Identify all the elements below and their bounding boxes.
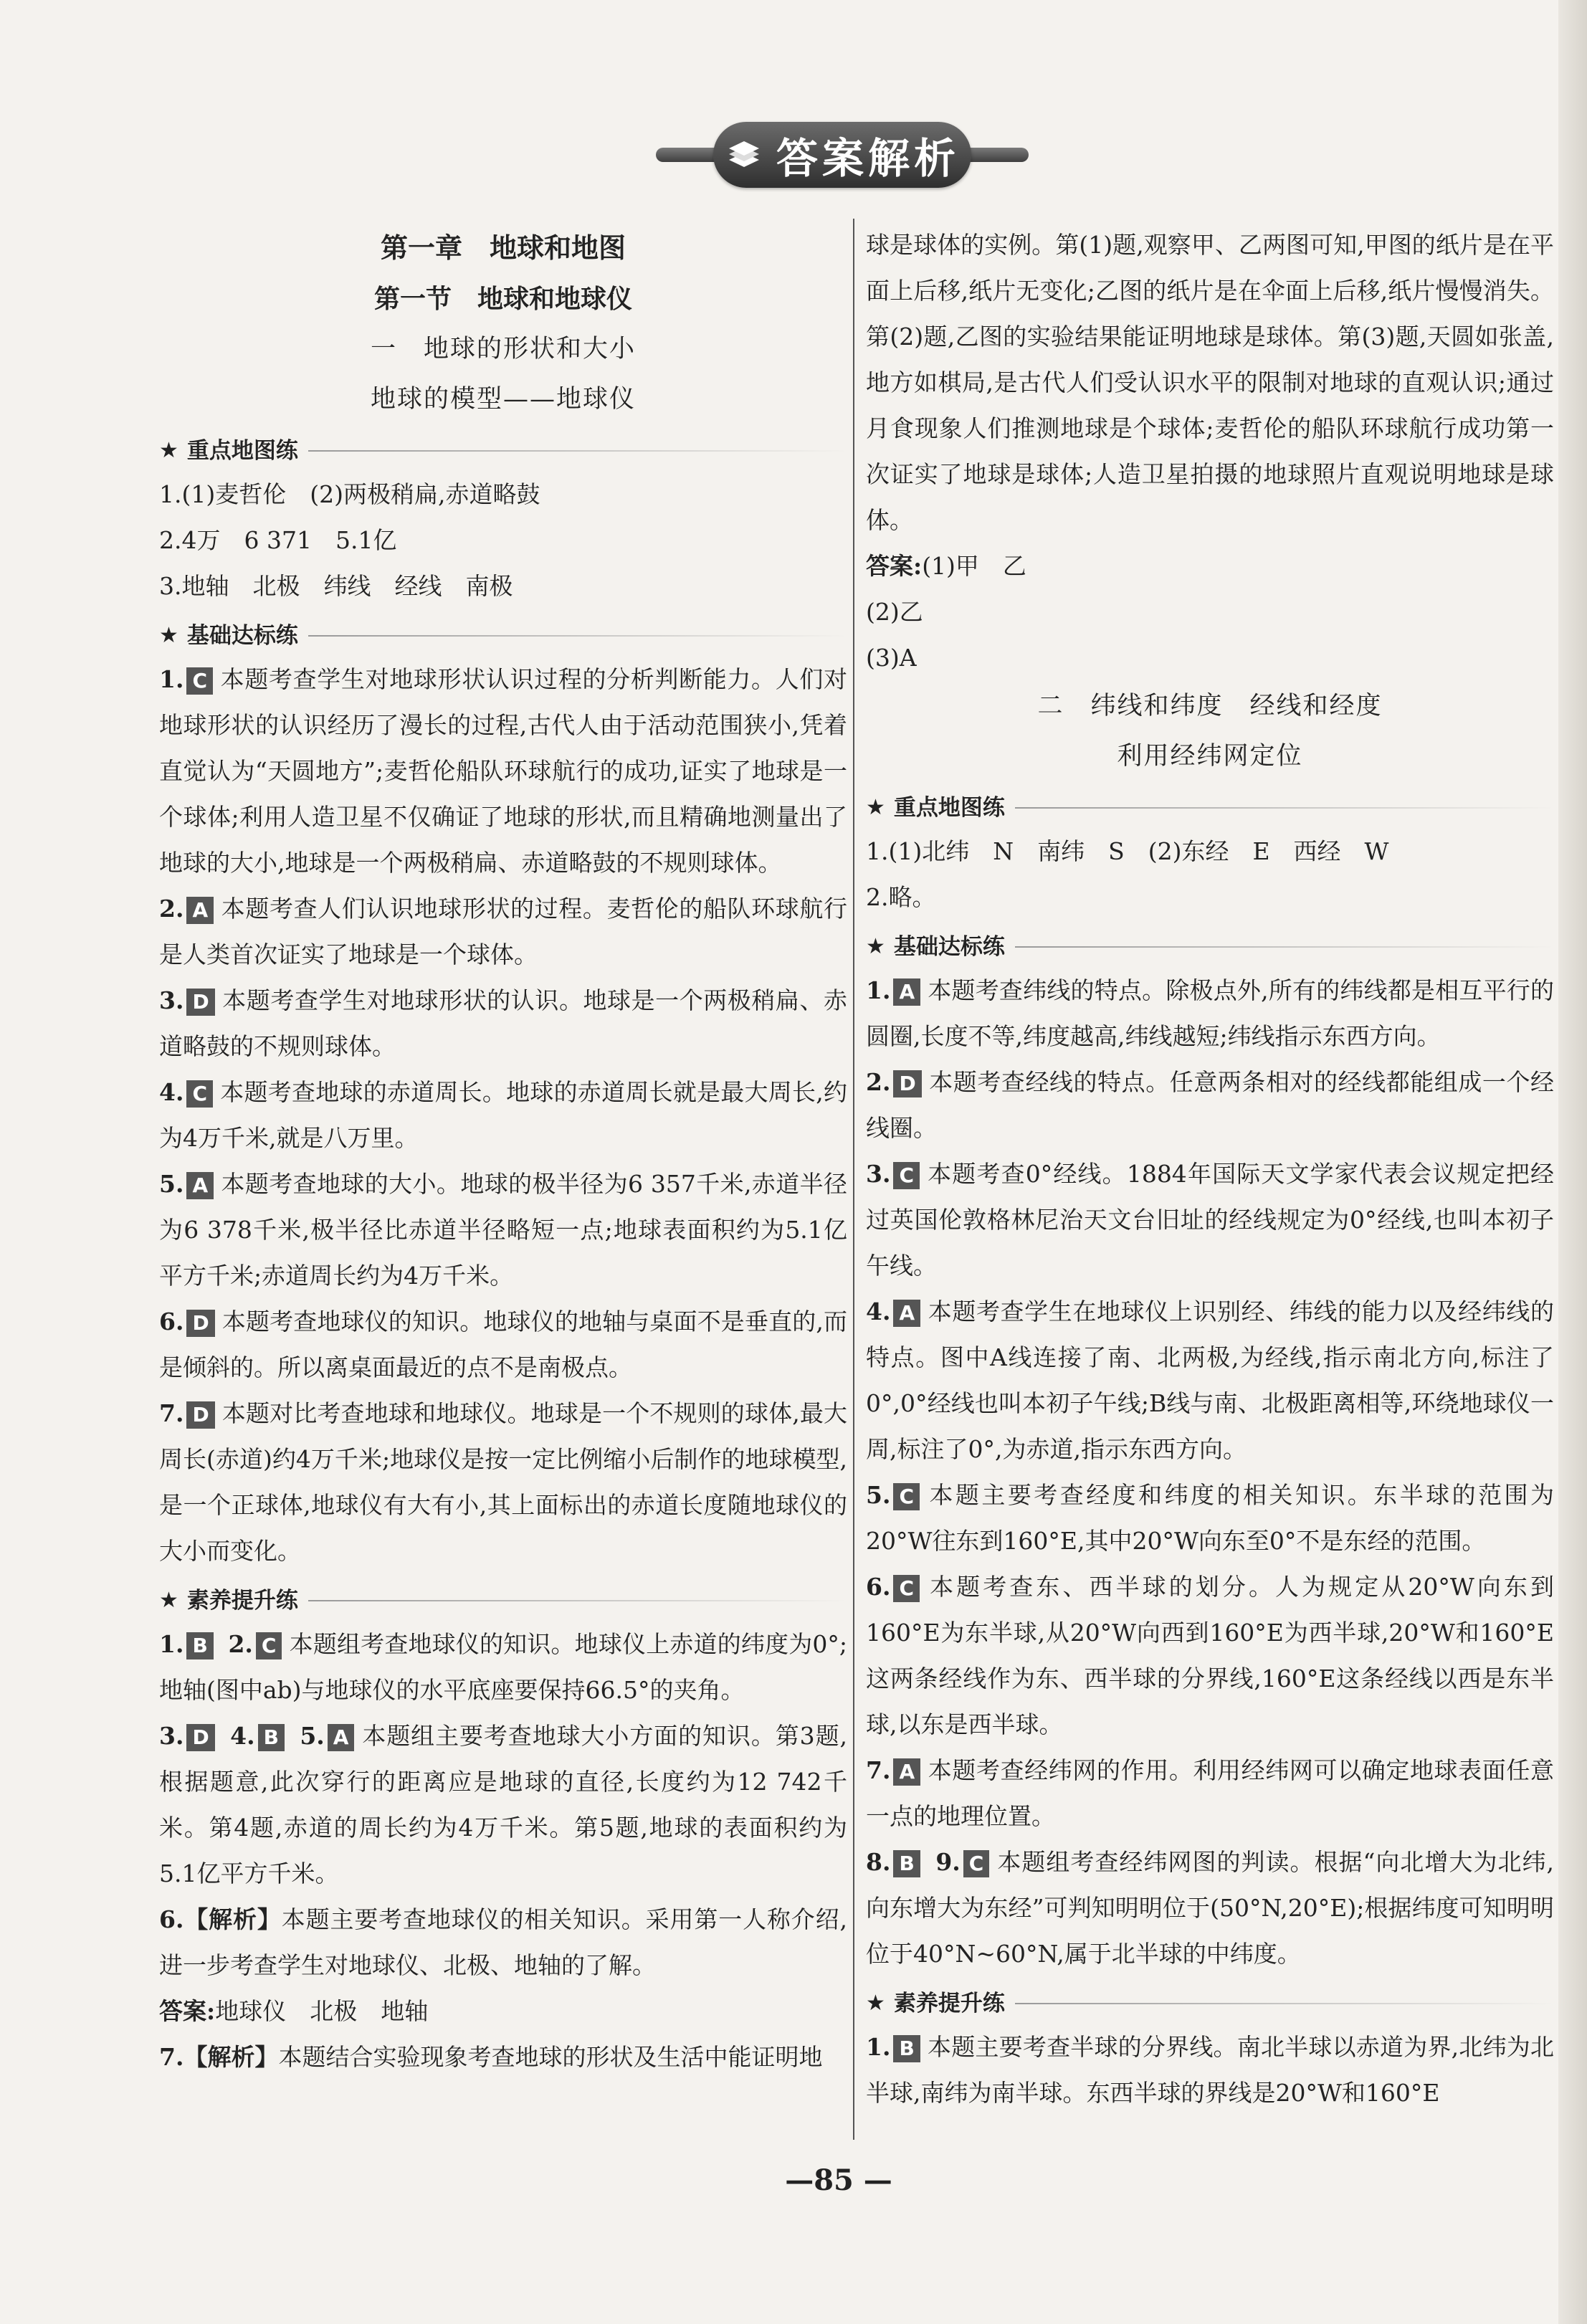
star-icon: ★	[866, 934, 885, 959]
question-7-continued: 球是球体的实例。第(1)题,观察甲、乙两图可知,甲图的纸片是在平面上后移,纸片无变化;乙图的纸片是在伞面上后移,纸片慢慢消失。第(2)题,乙图的实验结果能证明地球是球体。第(3)题,天圆如张盖,地方如棋局,是古代人们受认识水平的限制对地球的直观认识;通过月食现象人们推测地球是个球体;麦哲伦的船队环球航行成功第一次证实了地球是球体;人造卫星拍摄的地球照片直观说明地球是球体。	[866, 231, 1554, 534]
heading-basic: ★ 基础达标练	[866, 926, 1554, 968]
heading-advanced: ★ 素养提升练	[159, 1580, 847, 1621]
question-1: 1. A 本题考查纬线的特点。除极点外,所有的纬线都是相互平行的圆圈,长度不等,纬度越高,纬线越短;纬线指示东西方向。	[866, 976, 1554, 1050]
heading-key-map: ★ 重点地图练	[159, 430, 847, 472]
question-1: 1. B 本题主要考查半球的分界线。南北半球以赤道为界,北纬为北半球,南纬为南半球。东西半球的界线是20°W和160°E	[866, 2033, 1554, 2107]
star-icon: ★	[159, 1588, 178, 1613]
answer-block: 答案:(1)甲 乙	[866, 552, 1026, 580]
question-4: 4. C 本题考查地球的赤道周长。地球的赤道周长就是最大周长,约为4万千米,就是八万里。	[159, 1078, 847, 1152]
question-7-analysis: 7.【解析】本题结合实验现象考查地球的形状及生活中能证明地	[159, 2043, 823, 2071]
heading-key-map: ★ 重点地图练	[866, 787, 1554, 829]
section-title: 第一节 地球和地球仪	[373, 284, 632, 314]
star-icon: ★	[866, 1991, 885, 2016]
answer-line: 3.地轴 北极 纬线 经线 南极	[159, 572, 513, 600]
question-6: 6. C 本题考查东、西半球的划分。人为规定从20°W向东到160°E为东半球,从20°W向西到160°E为西半球,20°W和160°E这两条经线作为东、西半球的分界线,160°E这条经线以西是东半球,以东是西半球。	[866, 1573, 1554, 1738]
star-icon: ★	[159, 623, 178, 648]
left-column	[159, 222, 847, 2080]
question-2: 2. A 本题考查人们认识地球形状的过程。麦哲伦的船队环球航行是人类首次证实了地球是一个球体。	[159, 895, 847, 968]
subsection-title: 一 地球的形状和大小	[370, 335, 636, 363]
answer-line: 1.(1)麦哲伦 (2)两极稍扁,赤道略鼓	[159, 480, 540, 508]
heading-advanced: ★ 素养提升练	[866, 1983, 1554, 2024]
question-5: 5. C 本题主要考查经度和纬度的相关知识。东半球的范围为20°W往东到160°E,其中20°W向东至0°不是东经的范围。	[866, 1481, 1554, 1555]
question-6: 6. D 本题考查地球仪的知识。地球仪的地轴与桌面不是垂直的,而是倾斜的。所以离桌面最近的点不是南极点。	[159, 1308, 847, 1381]
question-4: 4. A 本题考查学生在地球仪上识别经、纬线的能力以及经纬线的特点。图中A线连接了南、北两极,为经线,指示南北方向,标注了0°,0°经线也叫本初子午线;B线与南、北极距离相等,环绕地球仪一周,标注了0°,为赤道,指示东西方向。	[866, 1297, 1554, 1463]
right-column	[866, 222, 1554, 2116]
question-3: 3. C 本题考查0°经线。1884年国际天文学家代表会议规定把经过英国伦敦格林尼治天文台旧址的经线规定为0°经线,也叫本初子午线。	[866, 1160, 1554, 1280]
subsection-subtitle: 地球的模型——地球仪	[370, 385, 636, 414]
column-divider	[853, 219, 854, 2140]
answer-line: 1.(1)北纬 N 南纬 S (2)东经 E 西经 W	[866, 837, 1389, 865]
question-8-9: 8. B 9. C 本题组考查经纬网图的判读。根据“向北增大为北纬,向东增大为东经”可判知明明位于(50°N,20°E);根据纬度可知明明位于40°N~60°N,属于北半球的中纬度。	[866, 1848, 1554, 1968]
question-7: 7. A 本题考查经纬网的作用。利用经纬网可以确定地球表面任意一点的地理位置。	[866, 1756, 1554, 1830]
question-1-2: 1. B 2. C 本题组考查地球仪的知识。地球仪上赤道的纬度为0°;地轴(图中ab)与地球仪的水平底座要保持66.5°的夹角。	[159, 1630, 847, 1704]
answer-line: (3)A	[866, 644, 917, 672]
subsection-subtitle: 利用经纬网定位	[1117, 742, 1303, 771]
answer-line: 2.略。	[866, 883, 936, 911]
chapter-title: 第一章 地球和地图	[380, 232, 626, 264]
banner-title: 答案解析	[776, 134, 960, 183]
star-icon: ★	[159, 438, 178, 463]
banner-pill	[713, 122, 971, 188]
book-stack-icon	[725, 135, 763, 174]
question-5: 5. A 本题考查地球的大小。地球的极半径为6 357千米,赤道半径为6 378千米,极半径比赤道半径略短一点;地球表面积约为5.1亿平方千米;赤道周长约为4万千米。	[159, 1170, 847, 1290]
answer-line: (2)乙	[866, 598, 923, 626]
page-number: —85 —	[785, 2163, 892, 2197]
question-6-analysis: 6.【解析】本题主要考查地球仪的相关知识。采用第一人称介绍,进一步考查学生对地球仪、北极、地轴的了解。	[159, 1905, 847, 1979]
question-3-5: 3. D 4. B 5. A 本题组主要考查地球大小方面的知识。第3题,根据题意,此次穿行的距离应是地球的直径,长度约为12 742千米。第4题,赤道的周长约为4万千米。第5题,地球的表面积约为5.1亿平方千米。	[159, 1722, 847, 1887]
question-1: 1. C 本题考查学生对地球形状认识过程的分析判断能力。人们对地球形状的认识经历了漫长的过程,古代人由于活动范围狭小,凭着直觉认为“天圆地方”;麦哲伦船队环球航行的成功,证实了地球是一个球体;利用人造卫星不仅确证了地球的形状,而且精确地测量出了地球的大小,地球是一个两极稍扁、赤道略鼓的不规则球体。	[159, 665, 847, 877]
section-banner	[656, 120, 1029, 189]
question-6-answer: 答案:地球仪 北极 地轴	[159, 1997, 429, 2025]
answer-line: 2.4万 6 371 5.1亿	[159, 526, 397, 554]
page-edge	[1558, 0, 1587, 2324]
subsection-title: 二 纬线和纬度 经线和经度	[1037, 692, 1383, 720]
heading-basic: ★ 基础达标练	[159, 615, 847, 657]
star-icon: ★	[866, 795, 885, 820]
question-3: 3. D 本题考查学生对地球形状的认识。地球是一个两极稍扁、赤道略鼓的不规则球体。	[159, 986, 847, 1060]
question-7: 7. D 本题对比考查地球和地球仪。地球是一个不规则的球体,最大周长(赤道)约4万千米;地球仪是按一定比例缩小后制作的地球模型,是一个正球体,地球仪有大有小,其上面标出的赤道长度随地球仪的大小而变化。	[159, 1399, 847, 1565]
question-2: 2. D 本题考查经线的特点。任意两条相对的经线都能组成一个经线圈。	[866, 1068, 1554, 1142]
